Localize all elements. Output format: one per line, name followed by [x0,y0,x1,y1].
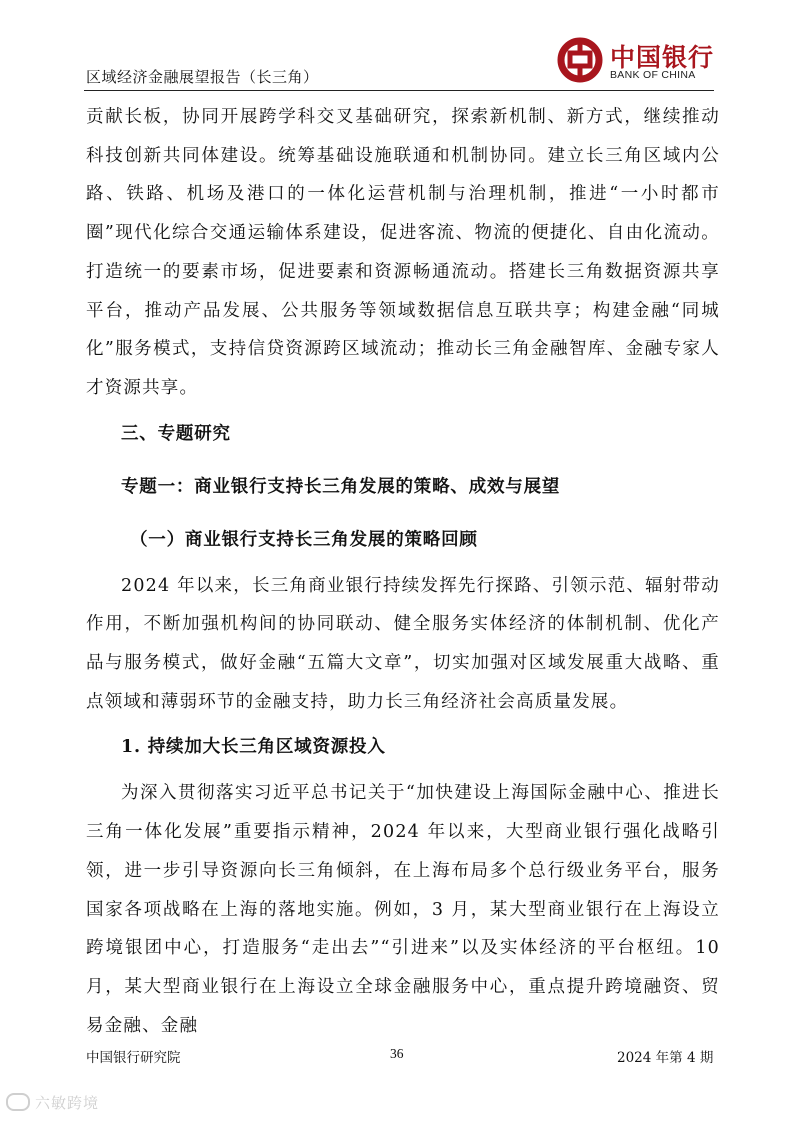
header-divider [84,90,714,91]
page-body [86,98,720,1045]
watermark-logo-icon [6,1093,30,1111]
section-heading: 三、专题研究 [121,423,231,444]
subsection-heading: （一）商业银行支持长三角发展的策略回顾 [130,529,478,550]
topic-heading: 专题一：商业银行支持长三角发展的策略、成效与展望 [121,476,561,497]
logo-name-en: BANK OF CHINA [610,69,696,81]
watermark [6,1092,99,1113]
footer-issue: 2024 年第 4 期 [617,1050,714,1066]
point-heading: 1. 持续加大长三角区域资源投入 [121,737,386,758]
bank-of-china-logo [556,36,716,88]
footer-org: 中国银行研究院 [86,1050,181,1066]
logo-name-cn: 中国银行 [610,43,715,72]
body-paragraph-3: 为深入贯彻落实习近平总书记关于“加快建设上海国际金融中心、推进长三角一体化发展”重要指示精神，2024 年以来，大型商业银行强化战略引领，进一步引导资源向长三角倾斜，在上海布局多个总行级业务平台，服务国家各项战略在上海的落地实施。例如，3 月，某大型商业银行在上海设立跨境银团中心，打造服务“走出去”“引进来”以及实体经济的平台枢纽。10 月，某大型商业银行在上海设立全球金融服务中心，重点提升跨境融资、贸易金融、金融 [86,783,720,1036]
watermark-text: 六敏跨境 [35,1094,100,1112]
footer-page-number: 36 [390,1046,404,1061]
intro-paragraph: 贡献长板，协同开展跨学科交叉基础研究，探索新机制、新方式，继续推动科技创新共同体建设。统筹基础设施联通和机制协同。建立长三角区域内公路、铁路、机场及港口的一体化运营机制与治理机制，推进“一小时都市圈”现代化综合交通运输体系建设，促进客流、物流的便捷化、自由化流动。打造统一的要素市场，促进要素和资源畅通流动。搭建长三角数据资源共享平台，推动产品发展、公共服务等领域数据信息互联共享；构建金融“同城化”服务模式，支持信贷资源跨区域流动；推动长三角金融智库、金融专家人才资源共享。 [86,107,720,398]
bank-of-china-emblem-icon [556,36,604,84]
body-paragraph-2: 2024 年以来，长三角商业银行持续发挥先行探路、引领示范、辐射带动作用，不断加强机构间的协同联动、健全服务实体经济的体制机制、优化产品与服务模式，做好金融“五篇大文章”，切实加强对区域发展重大战略、重点领域和薄弱环节的金融支持，助力长三角经济社会高质量发展。 [86,575,720,712]
report-title: 区域经济金融展望报告（长三角） [86,68,319,86]
